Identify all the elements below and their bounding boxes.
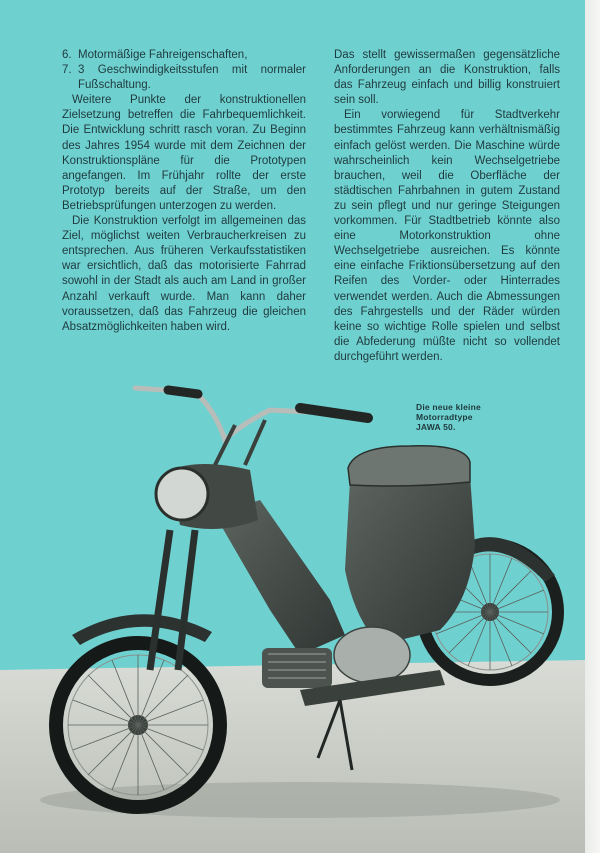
rear-body-shell (345, 475, 475, 645)
list-text: Motormäßige Fahreigenschaften, (78, 49, 248, 61)
moped-photo (0, 370, 585, 853)
paragraph-continuation: Das stellt gewissermaßen gegensätzliche Anforderungen an die Konstruktion, falls das Fahrzeug einfach und billig konstruiert sein soll. (334, 49, 560, 107)
paragraph: Weitere Punkte der konstruktionellen Zielsetzung betreffen die Fahrbequemlichkeit. Die Entwicklung schritt rasch voran. Zu Beginn des Jahres 1954 wurde mit dem Zeichnen der Konstruktionspläne für die Prototypen angefangen. Im Frühjahr rollte der erste Prototyp bereits auf der Straße, um den Betriebsprüfungen unterzogen zu werden. (62, 94, 306, 212)
caption-line: Die neue kleine Motorradtype (416, 402, 481, 422)
photo-caption (416, 402, 536, 432)
caption-line: JAWA 50. (416, 422, 456, 432)
list-number: 6. (62, 49, 72, 61)
front-wheel (56, 643, 220, 807)
floor-surface (0, 660, 585, 853)
handlebar-grip (300, 408, 368, 418)
paragraph: Die Konstruktion verfolgt im allgemeinen das Ziel, möglichst weiten Verbraucherkreisen zu entsprechen. Aus früheren Verkaufsstatistiken war ersichtlich, daß das motorisierte Fahrrad sowohl in der Stadt als auch am Land in großer Anzahl verkauft wurde. Man kann daher voraussetzen, daß das Fahrzeug die gleichen Absatzmöglichkeiten haben wird. (62, 215, 306, 333)
list-item (62, 63, 306, 93)
list-text: 3 Geschwindigkeitsstufen mit normaler Fußschaltung. (78, 64, 306, 92)
right-text-column (334, 48, 560, 365)
list-item (62, 48, 306, 63)
handlebar-grip (168, 390, 198, 394)
page-edge (585, 0, 600, 853)
seat (348, 446, 470, 486)
headlight (156, 468, 208, 520)
paragraph: Ein vorwiegend für Stadtverkehr bestimmtes Fahrzeug kann verhältnismäßig einfach gelöst werden. Die Maschine würde wahrscheinlich kein Wechselgetriebe brauchen, weil die Oberfläche der städtischen Fahrbahnen in gutem Zustand zu sein pflegt und nur geringe Steigungen vorkommen. Für Stadtbetrieb könnte also eine Motorkonstruktion ohne Wechselgetriebe ausreichen. Es könnte eine einfache Friktionsübersetzung auf den Reifen des Vorder- oder Hinterrades verwendet werden. Auch die Abmessungen des Fahrgestells und der Räder würden keine so wichtige Rolle spielen und selbst die Abfederung müßte nicht so vollendet durchgeführt werden. (334, 109, 560, 363)
left-text-column (62, 48, 306, 335)
list-number: 7. (62, 64, 72, 77)
